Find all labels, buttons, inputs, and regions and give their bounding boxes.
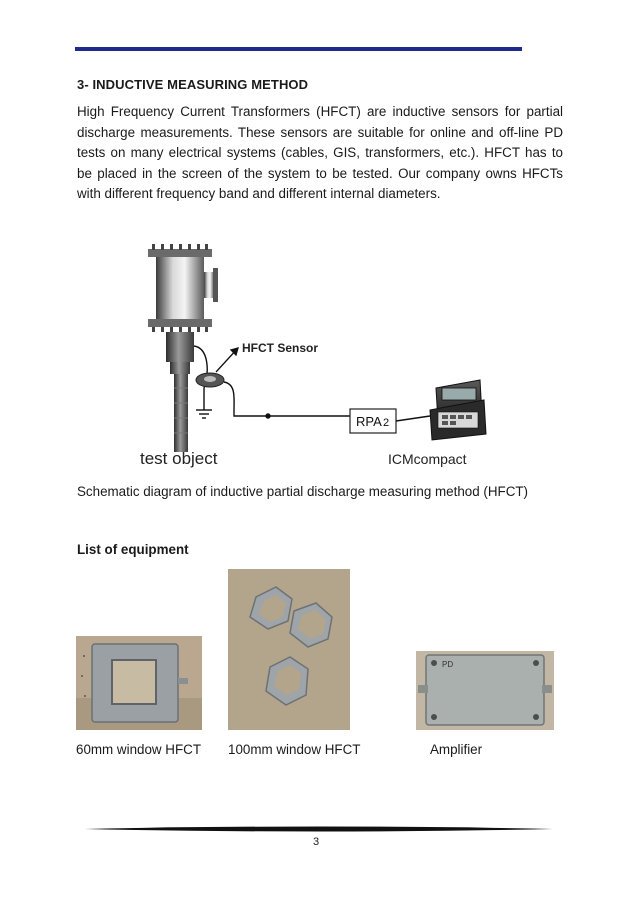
header-rule — [75, 47, 522, 51]
hfct-60mm-photo — [76, 636, 202, 730]
section-paragraph: High Frequency Current Transformers (HFCT) are inductive sensors for partial discharge measurements. These sensors are suitable for online and off-line PD tests on many electrical systems (cables, GIS, transformers, etc.). HFCT has to be placed in the screen of the system to be tested. Our company owns HFCTs with different frequency band and different internal diameters. — [77, 104, 563, 201]
footer-rule — [85, 826, 553, 832]
test-object-label: test object — [140, 449, 218, 468]
gis-test-object — [148, 244, 218, 452]
equipment-label-100mm: 100mm window HFCT — [228, 742, 361, 757]
icmcompact-instrument — [430, 380, 486, 440]
icmcompact-label: ICMcompact — [388, 451, 467, 467]
equipment-label-60mm: 60mm window HFCT — [76, 742, 202, 757]
rpa-label: RPA — [356, 414, 382, 429]
section-heading: 3- INDUCTIVE MEASURING METHOD — [77, 77, 309, 92]
sensor-pointer-arrow — [216, 348, 238, 372]
rpa-amplifier-box — [350, 409, 396, 433]
equipment-heading: List of equipment — [77, 542, 189, 557]
rpa-label-sub: 2 — [383, 417, 390, 429]
amplifier-photo — [416, 651, 554, 730]
signal-cable — [224, 382, 350, 418]
hfct-sensor-icon — [196, 373, 224, 387]
amplifier-plate-label: PD — [442, 660, 454, 669]
equipment-label-amplifier: Amplifier — [430, 742, 483, 757]
page-number: 3 — [313, 836, 320, 848]
hfct-sensor-label: HFCT Sensor — [242, 341, 319, 355]
diagram-caption: Schematic diagram of inductive partial discharge measuring method (HFCT) — [77, 484, 529, 499]
hfct-schematic-diagram — [120, 238, 500, 470]
hfct-100mm-photo — [228, 569, 350, 730]
